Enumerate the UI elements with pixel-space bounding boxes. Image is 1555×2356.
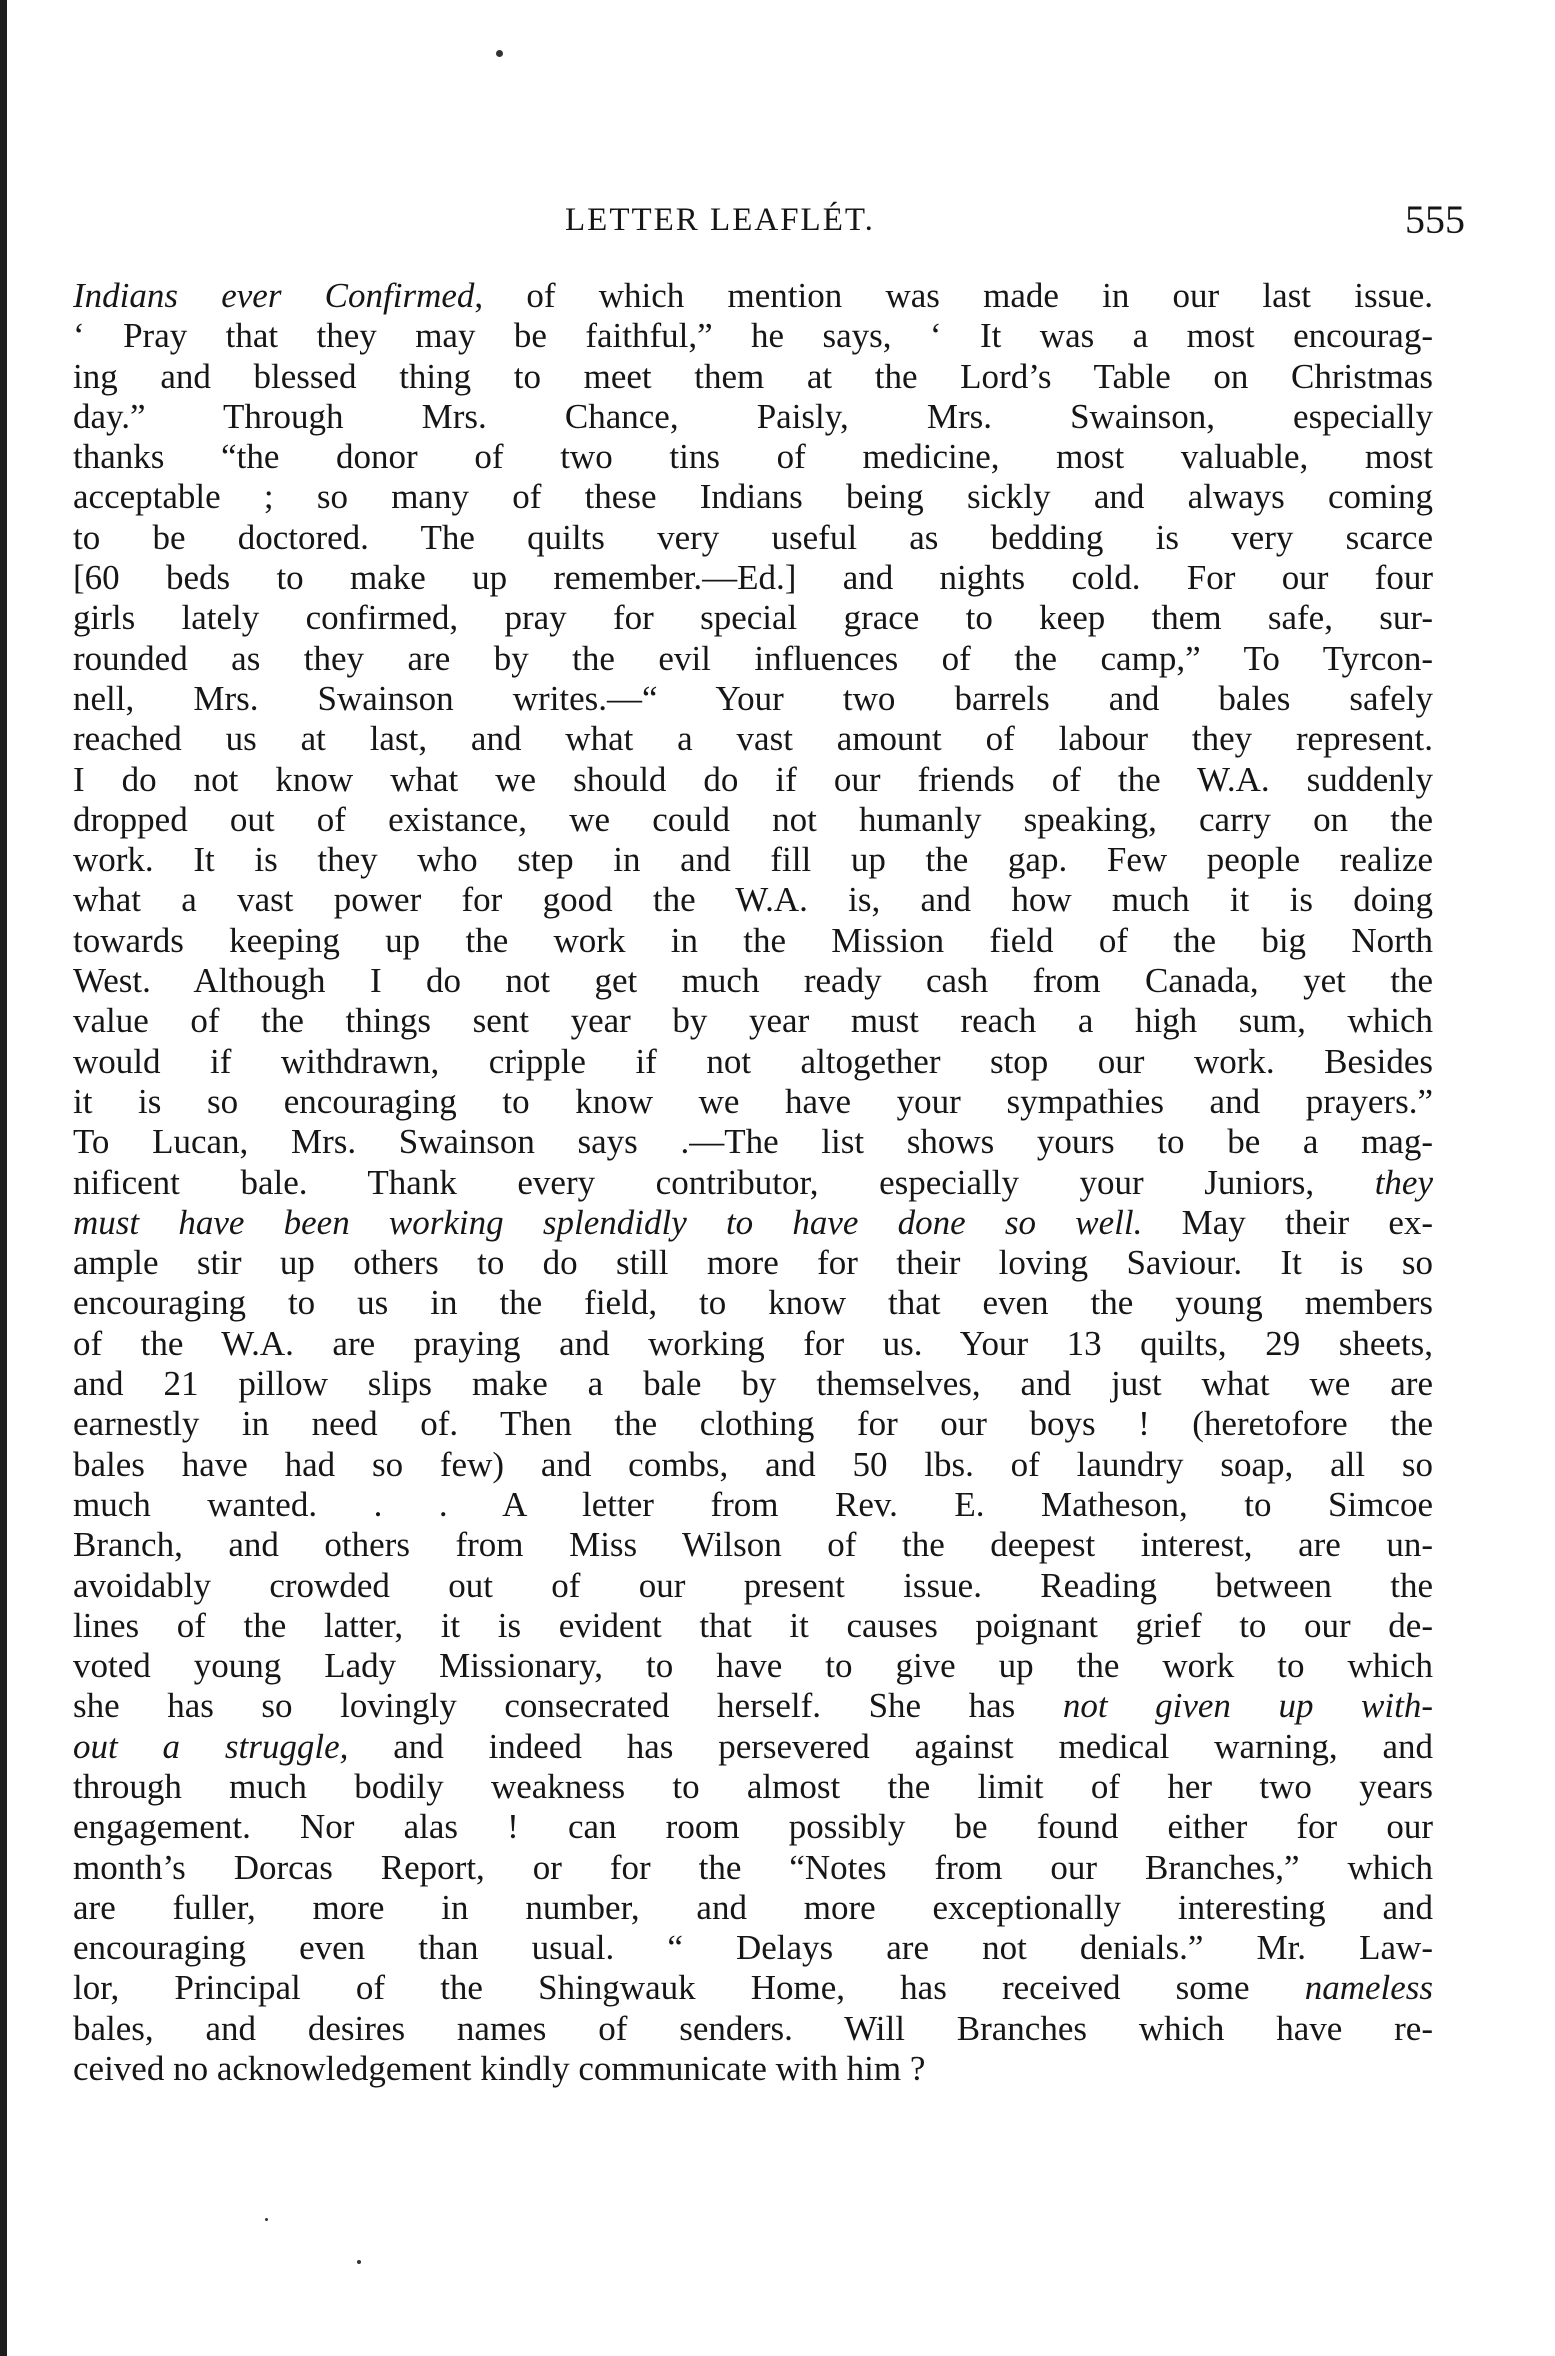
text-run: are fuller, more in number, and more exceptionally interesting and bbox=[73, 1887, 1433, 1927]
text-run: and indeed has persevered against medical warning, and bbox=[348, 1726, 1433, 1766]
text-run: bales have had so few) and combs, and 50 lbs. of laundry soap, all so bbox=[73, 1444, 1433, 1484]
text-line bbox=[73, 639, 1433, 679]
ink-speck bbox=[496, 50, 503, 57]
text-line bbox=[73, 1848, 1433, 1888]
text-line bbox=[73, 518, 1433, 558]
text-line bbox=[73, 1001, 1433, 1041]
text-line bbox=[73, 921, 1433, 961]
text-run: it is so encouraging to know we have your sympathies and prayers.” bbox=[73, 1081, 1433, 1121]
italic-run: not given up with- bbox=[1062, 1686, 1433, 1726]
text-run: what a vast power for good the W.A. is, and how much it is doing bbox=[73, 880, 1433, 920]
text-run: acceptable ; so many of these Indians being sickly and always coming bbox=[73, 477, 1433, 517]
text-run: rounded as they are by the evil influences of the camp,” To Tyrcon- bbox=[73, 638, 1433, 678]
text-run: dropped out of existance, we could not humanly speaking, carry on the bbox=[73, 799, 1433, 839]
text-line bbox=[73, 1606, 1433, 1646]
text-run: West. Although I do not get much ready cash from Canada, yet the bbox=[73, 961, 1433, 1001]
text-line bbox=[73, 1122, 1433, 1162]
text-run: avoidably crowded out of our present issue. Reading between the bbox=[73, 1565, 1433, 1605]
text-run: ‘ Pray that they may be faithful,” he says, ‘ It was a most encourag- bbox=[73, 316, 1433, 356]
text-run: she has so lovingly consecrated herself. She has bbox=[73, 1686, 1063, 1726]
page-number: 555 bbox=[1405, 197, 1465, 242]
text-run: , of which mention was made in our last issue. bbox=[474, 276, 1433, 315]
text-line bbox=[73, 1324, 1433, 1364]
text-run: nell, Mrs. Swainson writes.—“ Your two barrels and bales safely bbox=[73, 678, 1433, 718]
italic-run: nameless bbox=[1304, 1968, 1433, 2008]
ink-speck bbox=[357, 2260, 361, 2264]
text-run: towards keeping up the work in the Mission field of the big North bbox=[73, 920, 1433, 960]
text-line bbox=[73, 760, 1433, 800]
text-line bbox=[73, 1364, 1433, 1404]
text-line bbox=[73, 437, 1433, 477]
ink-speck bbox=[265, 2218, 268, 2221]
italic-run: out a struggle, bbox=[73, 1726, 349, 1766]
text-run: [60 beds to make up remember.—Ed.] and nights cold. For our four bbox=[73, 558, 1433, 598]
text-run: encouraging even than usual. “ Delays are not denials.” Mr. Law- bbox=[73, 1928, 1433, 1968]
text-line bbox=[73, 276, 1433, 316]
text-run: earnestly in need of. Then the clothing for our boys ! (heretofore the bbox=[73, 1404, 1433, 1444]
text-line bbox=[73, 316, 1433, 356]
running-title: LETTER LEAFLÉT. bbox=[565, 202, 875, 238]
text-line bbox=[73, 2009, 1433, 2049]
text-line bbox=[73, 1243, 1433, 1283]
text-run: ing and blessed thing to meet them at the Lord’s Table on Christmas bbox=[73, 356, 1433, 396]
text-run: ceived no acknowledgement kindly communicate with him ? bbox=[73, 2049, 926, 2089]
text-run: work. It is they who step in and fill up the gap. Few people realize bbox=[73, 840, 1433, 880]
text-line bbox=[73, 679, 1433, 719]
text-line bbox=[73, 1163, 1433, 1203]
text-line bbox=[73, 397, 1433, 437]
running-head bbox=[270, 196, 1465, 256]
italic-run: must have been working splendidly to have done so well. bbox=[73, 1202, 1143, 1242]
text-line bbox=[73, 1646, 1433, 1686]
text-line bbox=[73, 558, 1433, 598]
text-line bbox=[73, 1727, 1433, 1767]
text-line bbox=[73, 1203, 1433, 1243]
text-run: nificent bale. Thank every contributor, especially your Juniors, bbox=[73, 1162, 1375, 1202]
text-line bbox=[73, 1807, 1433, 1847]
text-line bbox=[73, 1485, 1433, 1525]
body-text bbox=[73, 276, 1433, 2089]
text-line bbox=[73, 719, 1433, 759]
text-run: to be doctored. The quilts very useful as bedding is very scarce bbox=[73, 517, 1433, 557]
text-line bbox=[73, 357, 1433, 397]
text-line bbox=[73, 477, 1433, 517]
text-line bbox=[73, 1525, 1433, 1565]
italic-run: they bbox=[1374, 1162, 1433, 1202]
text-line bbox=[73, 1767, 1433, 1807]
text-run: encouraging to us in the field, to know that even the young members bbox=[73, 1283, 1433, 1323]
text-run: To Lucan, Mrs. Swainson says .—The list shows yours to be a mag- bbox=[73, 1122, 1433, 1162]
text-run: reached us at last, and what a vast amount of labour they represent. bbox=[73, 719, 1433, 759]
text-line bbox=[73, 1082, 1433, 1122]
text-line bbox=[73, 1686, 1433, 1726]
text-line bbox=[73, 1283, 1433, 1323]
text-run: thanks “the donor of two tins of medicine, most valuable, most bbox=[73, 437, 1433, 477]
text-run: voted young Lady Missionary, to have to give up the work to which bbox=[73, 1646, 1433, 1686]
text-run: value of the things sent year by year must reach a high sum, which bbox=[73, 1001, 1433, 1041]
text-line bbox=[73, 961, 1433, 1001]
text-run: of the W.A. are praying and working for us. Your 13 quilts, 29 sheets, bbox=[73, 1323, 1433, 1363]
text-run: month’s Dorcas Report, or for the “Notes from our Branches,” which bbox=[73, 1847, 1433, 1887]
text-run: day.” Through Mrs. Chance, Paisly, Mrs. Swainson, especially bbox=[73, 396, 1433, 436]
text-run: through much bodily weakness to almost the limit of her two years bbox=[73, 1766, 1433, 1806]
text-line bbox=[73, 2049, 1433, 2089]
text-run: May their ex- bbox=[1142, 1202, 1433, 1242]
text-line bbox=[73, 800, 1433, 840]
text-run: girls lately confirmed, pray for special grace to keep them safe, sur- bbox=[73, 598, 1433, 638]
text-line bbox=[73, 1968, 1433, 2008]
text-line bbox=[73, 1445, 1433, 1485]
text-line bbox=[73, 1566, 1433, 1606]
text-run: Branch, and others from Miss Wilson of the deepest interest, are un- bbox=[73, 1525, 1433, 1565]
text-run: much wanted. . . A letter from Rev. E. Matheson, to Simcoe bbox=[73, 1484, 1433, 1524]
text-run: ample stir up others to do still more for their loving Saviour. It is so bbox=[73, 1243, 1433, 1283]
text-line bbox=[73, 1888, 1433, 1928]
text-run: would if withdrawn, cripple if not altogether stop our work. Besides bbox=[73, 1041, 1433, 1081]
italic-run: Indians ever Confirmed bbox=[73, 276, 475, 315]
text-run: and 21 pillow slips make a bale by themselves, and just what we are bbox=[73, 1364, 1433, 1404]
text-line bbox=[73, 840, 1433, 880]
text-line bbox=[73, 1042, 1433, 1082]
text-run: bales, and desires names of senders. Will Branches which have re- bbox=[73, 2008, 1433, 2048]
text-line bbox=[73, 1404, 1433, 1444]
binding-edge bbox=[0, 0, 7, 2356]
text-run: lor, Principal of the Shingwauk Home, has received some bbox=[73, 1968, 1305, 2008]
text-line bbox=[73, 880, 1433, 920]
text-run: I do not know what we should do if our friends of the W.A. suddenly bbox=[73, 759, 1433, 799]
text-line bbox=[73, 598, 1433, 638]
text-line bbox=[73, 1928, 1433, 1968]
text-run: engagement. Nor alas ! can room possibly be found either for our bbox=[73, 1807, 1433, 1847]
text-run: lines of the latter, it is evident that it causes poignant grief to our de- bbox=[73, 1605, 1433, 1645]
